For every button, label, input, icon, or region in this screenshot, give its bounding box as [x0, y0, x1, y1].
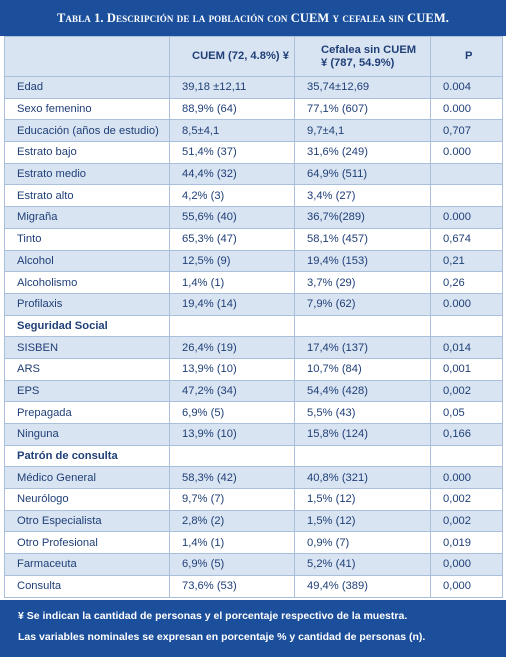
- row-cuem-value: 44,4% (32): [170, 163, 295, 185]
- row-cefalea-value: 58,1% (457): [295, 228, 431, 250]
- row-label: Seguridad Social: [5, 315, 170, 337]
- row-cefalea-value: [295, 445, 431, 467]
- table-section-row: [5, 445, 503, 467]
- table-row: [5, 228, 503, 250]
- table-row: [5, 575, 503, 597]
- row-p-value: [431, 163, 503, 185]
- row-cuem-value: 1,4% (1): [170, 532, 295, 554]
- row-p-value: [431, 185, 503, 207]
- row-cuem-value: 9,7% (7): [170, 489, 295, 511]
- header-col-p: P: [431, 37, 503, 77]
- table-row: [5, 77, 503, 99]
- row-cuem-value: 19,4% (14): [170, 293, 295, 315]
- row-cuem-value: 88,9% (64): [170, 98, 295, 120]
- row-cuem-value: 2,8% (2): [170, 510, 295, 532]
- row-label: Farmaceuta: [5, 554, 170, 576]
- row-label: Otro Especialista: [5, 510, 170, 532]
- header-col-cuem: [170, 37, 295, 77]
- footnote-bar: [0, 600, 506, 657]
- row-cuem-value: 55,6% (40): [170, 207, 295, 229]
- row-label: Ninguna: [5, 424, 170, 446]
- row-label: Consulta: [5, 575, 170, 597]
- row-label: ARS: [5, 358, 170, 380]
- row-p-value: 0.000: [431, 293, 503, 315]
- table-row: [5, 293, 503, 315]
- row-cefalea-value: 1,5% (12): [295, 489, 431, 511]
- table-row: [5, 272, 503, 294]
- table-row: [5, 554, 503, 576]
- row-cuem-value: 47,2% (34): [170, 380, 295, 402]
- row-p-value: 0.000: [431, 207, 503, 229]
- table-row: [5, 358, 503, 380]
- row-cefalea-value: 5,2% (41): [295, 554, 431, 576]
- table-section-row: [5, 315, 503, 337]
- row-cefalea-value: 1,5% (12): [295, 510, 431, 532]
- row-label: EPS: [5, 380, 170, 402]
- row-cuem-value: 73,6% (53): [170, 575, 295, 597]
- row-cuem-value: 8,5±4,1: [170, 120, 295, 142]
- header-col-cefalea-line1: Cefalea sin CUEM: [321, 43, 417, 56]
- row-p-value: 0,002: [431, 380, 503, 402]
- table-row: [5, 142, 503, 164]
- row-label: Patrón de consulta: [5, 445, 170, 467]
- row-p-value: 0,014: [431, 337, 503, 359]
- row-p-value: 0,002: [431, 510, 503, 532]
- row-cuem-value: [170, 315, 295, 337]
- table-header-row: [5, 37, 503, 77]
- table-row: [5, 424, 503, 446]
- row-p-value: 0.004: [431, 77, 503, 99]
- row-cefalea-value: 3,4% (27): [295, 185, 431, 207]
- row-cefalea-value: 15,8% (124): [295, 424, 431, 446]
- row-cuem-value: 13,9% (10): [170, 358, 295, 380]
- header-col-variable: [5, 37, 170, 77]
- row-p-value: 0,000: [431, 554, 503, 576]
- table-row: [5, 250, 503, 272]
- row-p-value: 0,707: [431, 120, 503, 142]
- table-title-bar: [0, 0, 506, 36]
- table-row: [5, 337, 503, 359]
- row-cefalea-value: 10,7% (84): [295, 358, 431, 380]
- row-p-value: 0.000: [431, 142, 503, 164]
- row-cuem-value: 13,9% (10): [170, 424, 295, 446]
- row-cuem-value: 51,4% (37): [170, 142, 295, 164]
- header-col-cuem-label: CUEM (72, 4.8%) ¥: [192, 50, 289, 62]
- row-cefalea-value: 35,74±12,69: [295, 77, 431, 99]
- row-cuem-value: 12,5% (9): [170, 250, 295, 272]
- row-label: Estrato bajo: [5, 142, 170, 164]
- row-label: Prepagada: [5, 402, 170, 424]
- table-row: [5, 467, 503, 489]
- row-label: Otro Profesional: [5, 532, 170, 554]
- row-label: Alcohol: [5, 250, 170, 272]
- row-p-value: 0,21: [431, 250, 503, 272]
- row-p-value: 0,26: [431, 272, 503, 294]
- row-cuem-value: 4,2% (3): [170, 185, 295, 207]
- table-row: [5, 163, 503, 185]
- row-label: Médico General: [5, 467, 170, 489]
- row-p-value: 0.000: [431, 98, 503, 120]
- row-cefalea-value: 40,8% (321): [295, 467, 431, 489]
- table-row: [5, 207, 503, 229]
- row-cefalea-value: 54,4% (428): [295, 380, 431, 402]
- table-row: [5, 98, 503, 120]
- row-cuem-value: 6,9% (5): [170, 554, 295, 576]
- row-cefalea-value: 0,9% (7): [295, 532, 431, 554]
- row-cefalea-value: 7,9% (62): [295, 293, 431, 315]
- row-label: SISBEN: [5, 337, 170, 359]
- row-label: Neurólogo: [5, 489, 170, 511]
- row-p-value: 0,002: [431, 489, 503, 511]
- row-label: Estrato alto: [5, 185, 170, 207]
- row-label: Sexo femenino: [5, 98, 170, 120]
- row-cefalea-value: 17,4% (137): [295, 337, 431, 359]
- header-col-cefalea: [295, 37, 431, 77]
- row-label: Profilaxis: [5, 293, 170, 315]
- table-row: [5, 489, 503, 511]
- row-label: Educación (años de estudio): [5, 120, 170, 142]
- footnote-line-1: ¥ Se indican la cantidad de personas y el porcentaje respectivo de la muestra.: [18, 610, 408, 622]
- table-row: [5, 510, 503, 532]
- row-cuem-value: [170, 445, 295, 467]
- row-cefalea-value: 19,4% (153): [295, 250, 431, 272]
- row-cuem-value: 58,3% (42): [170, 467, 295, 489]
- row-label: Tinto: [5, 228, 170, 250]
- header-col-cefalea-line2: ¥ (787, 54.9%): [321, 56, 395, 69]
- row-cuem-value: 1,4% (1): [170, 272, 295, 294]
- row-cefalea-value: 3,7% (29): [295, 272, 431, 294]
- row-p-value: 0,166: [431, 424, 503, 446]
- row-cuem-value: 26,4% (19): [170, 337, 295, 359]
- row-cefalea-value: 9,7±4,1: [295, 120, 431, 142]
- row-label: Migraña: [5, 207, 170, 229]
- row-p-value: 0.000: [431, 467, 503, 489]
- row-cuem-value: 39,18 ±12,11: [170, 77, 295, 99]
- table-row: [5, 120, 503, 142]
- row-p-value: 0,000: [431, 575, 503, 597]
- row-label: Estrato medio: [5, 163, 170, 185]
- data-table: [4, 36, 503, 598]
- row-p-value: [431, 315, 503, 337]
- row-cefalea-value: 64,9% (511): [295, 163, 431, 185]
- row-cefalea-value: 31,6% (249): [295, 142, 431, 164]
- row-cefalea-value: 5,5% (43): [295, 402, 431, 424]
- row-p-value: 0,05: [431, 402, 503, 424]
- row-cefalea-value: 49,4% (389): [295, 575, 431, 597]
- table-row: [5, 532, 503, 554]
- row-p-value: 0,001: [431, 358, 503, 380]
- row-p-value: 0,019: [431, 532, 503, 554]
- table-row: [5, 402, 503, 424]
- row-p-value: 0,674: [431, 228, 503, 250]
- row-cefalea-value: 77,1% (607): [295, 98, 431, 120]
- row-cefalea-value: 36,7%(289): [295, 207, 431, 229]
- table-title: Tabla 1. Descripción de la población con CUEM y cefalea sin CUEM.: [57, 10, 449, 25]
- row-cuem-value: 6,9% (5): [170, 402, 295, 424]
- table-row: [5, 380, 503, 402]
- row-p-value: [431, 445, 503, 467]
- row-cuem-value: 65,3% (47): [170, 228, 295, 250]
- row-label: Edad: [5, 77, 170, 99]
- footnote-line-2: Las variables nominales se expresan en porcentaje % y cantidad de personas (n).: [18, 631, 426, 643]
- table-row: [5, 185, 503, 207]
- row-cefalea-value: [295, 315, 431, 337]
- row-label: Alcoholismo: [5, 272, 170, 294]
